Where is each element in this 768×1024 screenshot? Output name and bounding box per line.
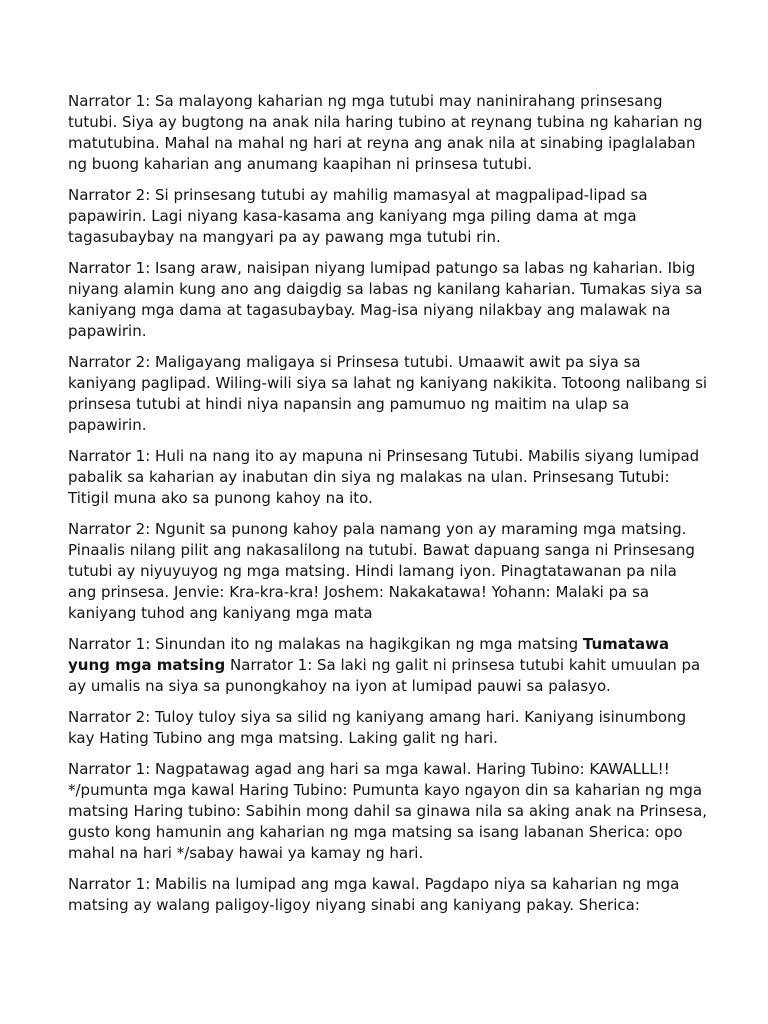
paragraph-8: Narrator 2: Tuloy tuloy siya sa silid ng kaniyang amang hari. Kaniyang isinumbong kay Hating Tubino ang mga matsing. Laking galit ng hari. [68,708,687,747]
paragraph-7-bold-text: Tumatawa yung mga matsing [68,635,670,674]
document-page [68,91,708,926]
paragraph-6: Narrator 2: Ngunit sa punong kahoy pala namang yon ay maraming mga matsing. Pinaalis nilang pilit ang nakasalilong na tutubi. Bawat dapuang sanga ni Prinsesang tutubi ay niyuyuyog ng mga matsing. Hindi lamang iyon. Pinagtatawanan pa nila ang prinsesa. Jenvie: Kra-kra-kra! Joshem: Nakakatawa! Yohann: Malaki pa sa kaniyang tuhod ang kaniyang mga mata [68,520,695,622]
paragraph-4: Narrator 2: Maligayang maligaya si Prinsesa tutubi. Umaawit awit pa siya sa kaniyang paglipad. Wiling-wili siya sa lahat ng kaniyang nakikita. Totoong nalibang si prinsesa tutubi at hindi niya napansin ang pamumuo ng maitim na ulap sa papawirin. [68,353,708,434]
paragraph-10: Narrator 1: Mabilis na lumipad ang mga kawal. Pagdapo niya sa kaharian ng mga matsing ay walang paligoy-ligoy niyang sinabi ang kaniyang pakay. Sherica: [68,875,680,914]
paragraph-1: Narrator 1: Sa malayong kaharian ng mga tutubi may naninirahang prinsesang tutubi. Siya ay bugtong na anak nila haring tubino at reynang tubina ng kaharian ng matutubina. Mahal na mahal ng hari at reyna ang anak nila at sinabing ipaglalaban ng buong kaharian ang anumang kaapihan ni prinsesa tutubi. [68,92,703,173]
paragraph-7-text-start: Narrator 1: Sinundan ito ng malakas na hagikgikan ng mga matsing [68,635,583,653]
paragraph-7-text-end: Narrator 1: Sa laki ng galit ni prinsesa tutubi kahit umuulan pa ay umalis na siya sa punongkahoy na iyon at lumipad pauwi sa palasyo. [68,656,701,695]
paragraph-9: Narrator 1: Nagpatawag agad ang hari sa mga kawal. Haring Tubino: KAWALLL!! */pumunta mga kawal Haring Tubino: Pumunta kayo ngayon din sa kaharian ng mga matsing Haring tubino: Sabihin mong dahil sa ginawa nila sa aking anak na Prinsesa, gusto kong hamunin ang kaharian ng mga matsing sa isang labanan Sherica: opo mahal na hari */sabay hawai ya kamay ng hari. [68,760,707,862]
paragraph-2: Narrator 2: Si prinsesang tutubi ay mahilig mamasyal at magpalipad-lipad sa papawirin. Lagi niyang kasa-kasama ang kaniyang mga piling dama at mga tagasubaybay na mangyari pa ay pawang mga tutubi rin. [68,186,648,246]
paragraph-5: Narrator 1: Huli na nang ito ay mapuna ni Prinsesang Tutubi. Mabilis siyang lumipad pabalik sa kaharian ay inabutan din siya ng malakas na ulan. Prinsesang Tutubi: Titigil muna ako sa punong kahoy na ito. [68,447,700,507]
paragraph-3: Narrator 1: Isang araw, naisipan niyang lumipad patungo sa labas ng kaharian. Ibig niyang alamin kung ano ang daigdig sa labas ng kanilang kaharian. Tumakas siya sa kaniyang mga dama at tagasubaybay. Mag-isa niyang nilakbay ang malawak na papawirin. [68,259,703,340]
paragraph-7 [68,634,708,697]
